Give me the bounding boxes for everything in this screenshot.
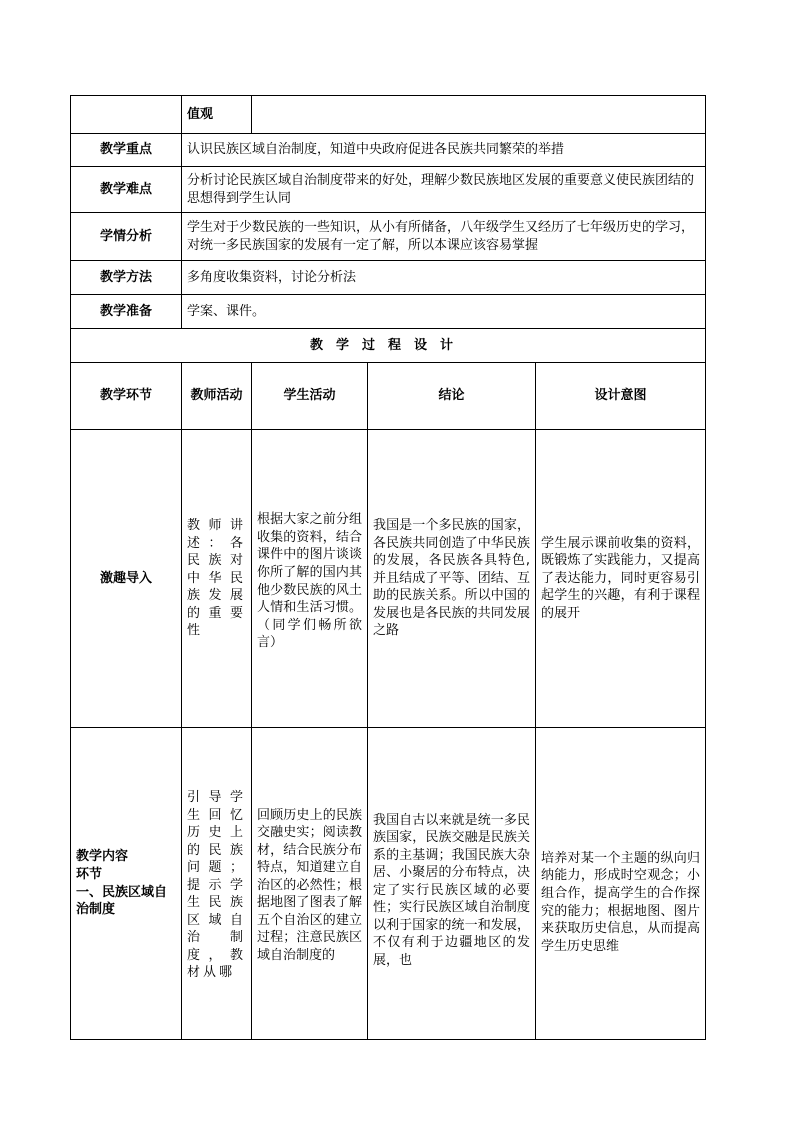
stage-row xyxy=(71,430,706,728)
row-key-points xyxy=(71,134,706,167)
values-text: 值观 xyxy=(182,96,252,134)
process-title: 教学过程设计 xyxy=(71,329,706,363)
col-header-student: 学生活动 xyxy=(252,363,368,430)
row-methods xyxy=(71,261,706,295)
row-values-cont xyxy=(71,96,706,134)
methods-text: 多角度收集资料，讨论分析法 xyxy=(182,261,706,295)
stage-name: 激趣导入 xyxy=(71,430,182,728)
row-process-title xyxy=(71,329,706,363)
difficulties-label: 教学难点 xyxy=(71,167,182,213)
student-activity: 根据大家之前分组收集的资料，结合课件中的图片谈谈你所了解的国内其他少数民族的风土人情和生活习惯。（同学们畅所欲言） xyxy=(252,430,368,728)
methods-label: 教学方法 xyxy=(71,261,182,295)
teacher-activity: 引导学生回忆历史上的民族问题；提示学生民族区域自治制度，教材从哪 xyxy=(182,728,252,1040)
design-intent: 学生展示课前收集的资料，既锻炼了实践能力，又提高了表达能力，同时更容易引起学生的兴趣，有利于课程的展开 xyxy=(536,430,706,728)
col-header-conclusion: 结论 xyxy=(368,363,536,430)
empty-label-cell xyxy=(71,96,182,134)
empty-cell xyxy=(252,96,706,134)
preparation-text: 学案、课件。 xyxy=(182,295,706,329)
header-row xyxy=(71,363,706,430)
stage-name xyxy=(71,728,182,1040)
preparation-label: 教学准备 xyxy=(71,295,182,329)
conclusion: 我国自古以来就是统一多民族国家，民族交融是民族关系的主基调；我国民族大杂居、小聚居的分布特点，决定了实行民族区域的必要性；实行民族区域自治制度以利于国家的统一和发展，不仅有利于边疆地区的发展，也 xyxy=(368,728,536,1040)
student-activity: 回顾历史上的民族交融史实；阅读教材，结合民族分布特点，知道建立自治区的必然性；根据地图了图表了解五个自治区的建立过程；注意民族区域自治制度的 xyxy=(252,728,368,1040)
teacher-activity: 教师讲述：各民族对中华民族发展的重要性 xyxy=(182,430,252,728)
key-points-text: 认识民族区域自治制度，知道中央政府促进各民族共同繁荣的举措 xyxy=(182,134,706,167)
conclusion: 我国是一个多民族的国家，各民族共同创造了中华民族的发展，各民族各具特色,并且结成了平等、团结、互助的民族关系。所以中国的发展也是各民族的共同发展之路 xyxy=(368,430,536,728)
analysis-label: 学情分析 xyxy=(71,213,182,261)
col-header-stage: 教学环节 xyxy=(71,363,182,430)
col-header-teacher: 教师活动 xyxy=(182,363,252,430)
analysis-text: 学生对于少数民族的一些知识，从小有所储备，八年级学生又经历了七年级历史的学习，对统一多民族国家的发展有一定了解，所以本课应该容易掌握 xyxy=(182,213,706,261)
design-intent: 培养对某一个主题的纵向归纳能力，形成时空观念；小组合作，提高学生的合作探究的能力；根据地图、图片来获取历史信息，从而提高学生历史思维 xyxy=(536,728,706,1040)
row-preparation xyxy=(71,295,706,329)
col-header-intent: 设计意图 xyxy=(536,363,706,430)
row-difficulties xyxy=(71,167,706,213)
stage-row xyxy=(71,728,706,1040)
stage-name-line: 一、民族区域自治制度 xyxy=(76,884,168,918)
stage-name-line: 环节 xyxy=(76,866,103,882)
row-analysis xyxy=(71,213,706,261)
lesson-plan-table xyxy=(70,95,706,1040)
stage-name-line: 教学内容 xyxy=(76,849,129,865)
difficulties-text: 分析讨论民族区域自治制度带来的好处，理解少数民族地区发展的重要意义使民族团结的思想得到学生认同 xyxy=(182,167,706,213)
key-points-label: 教学重点 xyxy=(71,134,182,167)
